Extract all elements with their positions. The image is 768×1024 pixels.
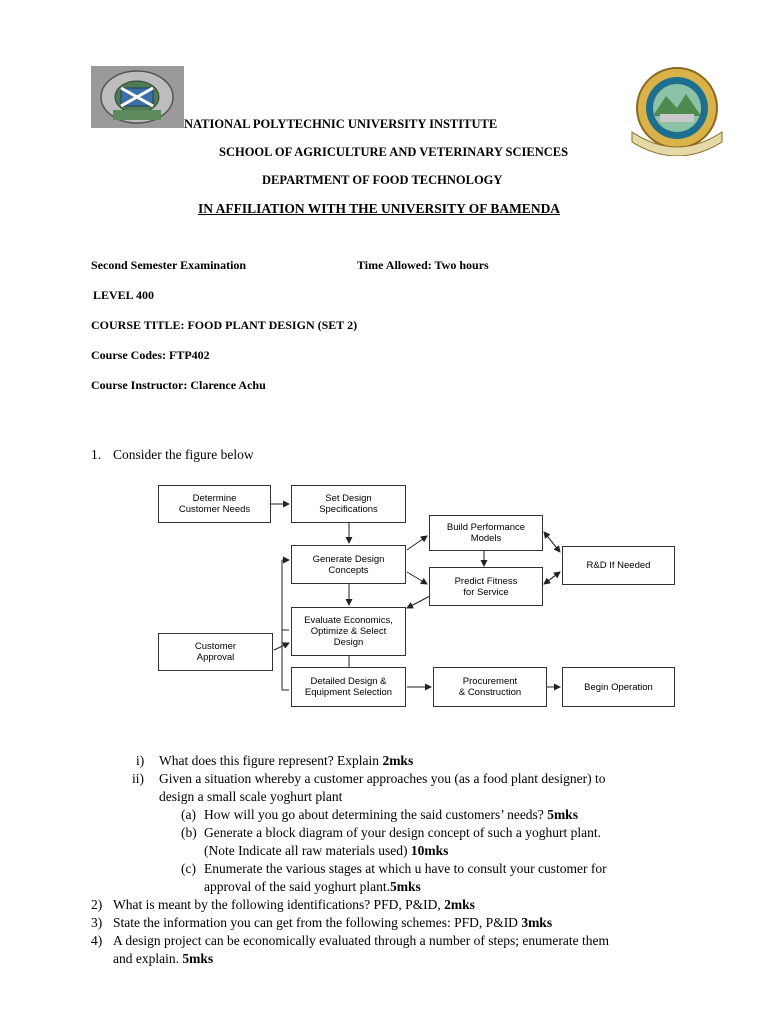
question-1-text: Consider the figure below (113, 447, 254, 462)
school-name: SCHOOL OF AGRICULTURE AND VETERINARY SCIENCES (219, 145, 569, 159)
university-of-bamenda-logo (624, 66, 730, 156)
box-evaluate-economics (291, 607, 406, 656)
box-label-line: Predict Fitness (454, 575, 518, 587)
q1-b-number: (b) (181, 825, 197, 840)
q1-c-marks: 5mks (389, 879, 421, 894)
box-label-line: Optimize & Select (310, 626, 387, 637)
q1-b-line2 (204, 842, 448, 860)
question-4-number: 4) (91, 933, 103, 948)
box-label-line: Concepts (328, 564, 369, 576)
question-3-text (113, 914, 552, 932)
affiliation-heading: IN AFFILIATION WITH THE UNIVERSITY OF BAMENDA (198, 201, 561, 216)
box-set-design-specifications (291, 485, 406, 523)
box-generate-design-concepts (291, 545, 406, 584)
q3-body: State the information you can get from the following schemes: PFD, P&ID (113, 915, 522, 930)
box-label-line: Customer (194, 641, 237, 652)
design-process-flowchart (150, 480, 690, 716)
department-name: DEPARTMENT OF FOOD TECHNOLOGY (262, 173, 503, 187)
box-label-line: Models (470, 533, 502, 544)
question-4-line2 (113, 950, 213, 968)
box-label-line: for Service (463, 586, 509, 598)
box-label-line: Begin Operation (584, 681, 653, 693)
course-codes: Course Codes: FTP402 (91, 348, 210, 362)
q1-c-number: (c) (181, 861, 196, 876)
question-1-number: 1. (91, 447, 102, 462)
q1-i-marks: 2mks (382, 753, 414, 768)
q4-body: and explain. (113, 951, 183, 966)
q1-ii-number: ii) (132, 771, 144, 786)
q1-i-body: What does this figure represent? Explain (159, 753, 383, 768)
q1-a-number: (a) (181, 807, 196, 822)
level-label: LEVEL 400 (93, 288, 155, 302)
polytechnic-logo (91, 66, 184, 128)
box-detailed-design-equipment (291, 667, 406, 707)
box-rd-if-needed (562, 546, 675, 585)
question-3-number: 3) (91, 915, 103, 930)
question-4-line1: A design project can be economically evaluated through a number of steps; enumerate them (113, 933, 609, 948)
bamenda-logo-graphic (624, 66, 730, 156)
course-title: COURSE TITLE: FOOD PLANT DESIGN (SET 2) (91, 318, 358, 332)
q1-b-marks: 10mks (410, 843, 449, 858)
box-label-line: & Construction (458, 687, 522, 698)
q1-c-line1: Enumerate the various stages at which u have to consult your customer for (204, 861, 607, 876)
box-label-line: Determine (192, 493, 237, 504)
box-build-performance-models (429, 515, 543, 551)
q1-i-number: i) (136, 753, 145, 768)
polytechnic-logo-graphic (91, 66, 184, 128)
box-predict-fitness-for-service (429, 567, 543, 606)
q1-a-marks: 5mks (547, 807, 578, 822)
q1-c-body: approval of the said yoghurt plant. (204, 879, 390, 894)
q1-ii-line2: design a small scale yoghurt plant (159, 789, 343, 804)
box-determine-customer-needs (158, 485, 271, 523)
box-label-line: Build Performance (446, 522, 526, 533)
box-label-line: Set Design (325, 493, 372, 504)
box-label-line: Procurement (462, 676, 518, 687)
q1-b-line1: Generate a block diagram of your design concept of such a yoghurt plant. (204, 825, 601, 840)
box-label-line: Approval (196, 652, 235, 663)
q1-a-text (204, 806, 578, 824)
box-customer-approval (158, 633, 273, 671)
box-label-line: Specifications (319, 504, 378, 515)
box-label-line: Evaluate Economics, (304, 615, 393, 626)
q1-a-body: How will you go about determining the said customers’ needs? (204, 807, 548, 822)
box-label-line: R&D If Needed (586, 560, 651, 571)
question-2-text (113, 896, 475, 914)
box-label-line: Equipment Selection (304, 687, 393, 698)
box-begin-operation (562, 667, 675, 707)
q1-ii-line1: Given a situation whereby a customer approaches you (as a food plant designer) to (159, 771, 606, 786)
q1-i-text (159, 752, 413, 770)
q1-c-line2 (204, 878, 421, 896)
box-label-line: Generate Design (312, 553, 385, 565)
q4-marks: 5mks (182, 951, 214, 966)
box-label-line: Customer Needs (178, 504, 251, 515)
box-label-line: Design (333, 637, 364, 648)
box-procurement-construction (433, 667, 547, 707)
q3-marks: 3mks (521, 915, 553, 930)
question-2-number: 2) (91, 897, 103, 912)
q2-body: What is meant by the following identifications? PFD, P&ID, (113, 897, 445, 912)
course-instructor: Course Instructor: Clarence Achu (91, 378, 266, 392)
time-allowed: Time Allowed: Two hours (357, 258, 489, 272)
q1-b-body: (Note Indicate all raw materials used) (204, 843, 411, 858)
box-label-line: Detailed Design & (310, 676, 387, 687)
semester-label: Second Semester Examination (91, 258, 247, 272)
q2-marks: 2mks (444, 897, 475, 912)
institute-name: NATIONAL POLYTECHNIC UNIVERSITY INSTITUTE (184, 117, 498, 131)
